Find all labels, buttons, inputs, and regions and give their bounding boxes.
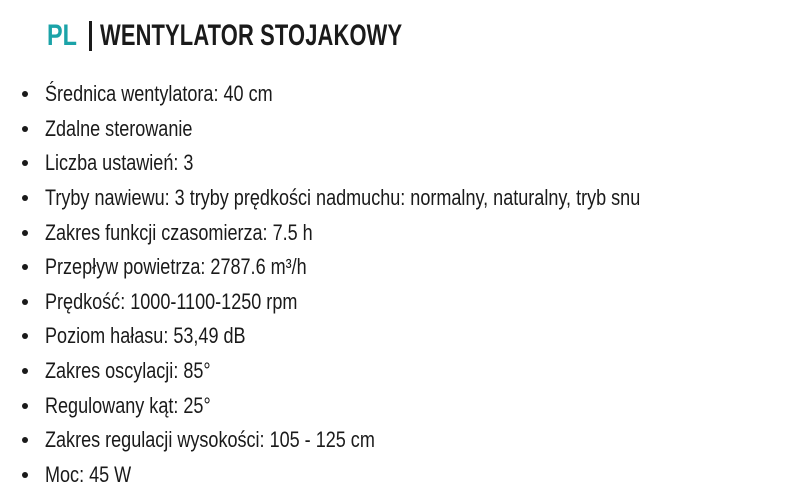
- spec-text: Liczba ustawień: 3: [45, 150, 194, 176]
- spec-text: Zakres regulacji wysokości: 105 - 125 cm: [45, 427, 375, 453]
- bullet-icon: [22, 160, 28, 166]
- bullet-icon: [22, 230, 28, 236]
- spec-text: Zdalne sterowanie: [45, 115, 193, 141]
- header: [47, 19, 514, 53]
- spec-item-speed: [22, 285, 771, 320]
- spec-text: Regulowany kąt: 25°: [45, 392, 211, 418]
- bullet-icon: [22, 195, 28, 201]
- spec-item-settings: [22, 146, 771, 181]
- spec-text: Zakres oscylacji: 85°: [45, 358, 211, 384]
- spec-item-noise: [22, 319, 771, 354]
- spec-text: Moc: 45 W: [45, 461, 132, 487]
- bullet-icon: [22, 264, 28, 270]
- spec-item-diameter: [22, 77, 771, 112]
- spec-item-height: [22, 423, 771, 458]
- spec-item-remote: [22, 112, 771, 147]
- spec-text: Średnica wentylatora: 40 cm: [45, 81, 273, 107]
- spec-item-airflow: [22, 250, 771, 285]
- spec-text: Zakres funkcji czasomierza: 7.5 h: [45, 219, 313, 245]
- spec-item-timer: [22, 215, 771, 250]
- language-code: PL: [47, 19, 77, 52]
- bullet-icon: [22, 126, 28, 132]
- bullet-icon: [22, 299, 28, 305]
- spec-item-angle: [22, 388, 771, 423]
- spec-item-oscillation: [22, 354, 771, 389]
- spec-text: Prędkość: 1000-1100-1250 rpm: [45, 288, 298, 314]
- spec-text: Tryby nawiewu: 3 tryby prędkości nadmuchu: normalny, naturalny, tryb snu: [45, 185, 641, 211]
- bullet-icon: [22, 333, 28, 339]
- bullet-icon: [22, 403, 28, 409]
- bullet-icon: [22, 437, 28, 443]
- header-divider: [89, 21, 92, 51]
- spec-text: Przepływ powietrza: 2787.6 m³/h: [45, 254, 307, 280]
- spec-list: [22, 77, 771, 492]
- bullet-icon: [22, 91, 28, 97]
- bullet-icon: [22, 472, 28, 478]
- spec-item-power: [22, 458, 771, 493]
- page-title: WENTYLATOR STOJAKOWY: [100, 19, 403, 52]
- bullet-icon: [22, 368, 28, 374]
- spec-text: Poziom hałasu: 53,49 dB: [45, 323, 246, 349]
- spec-item-modes: [22, 181, 771, 216]
